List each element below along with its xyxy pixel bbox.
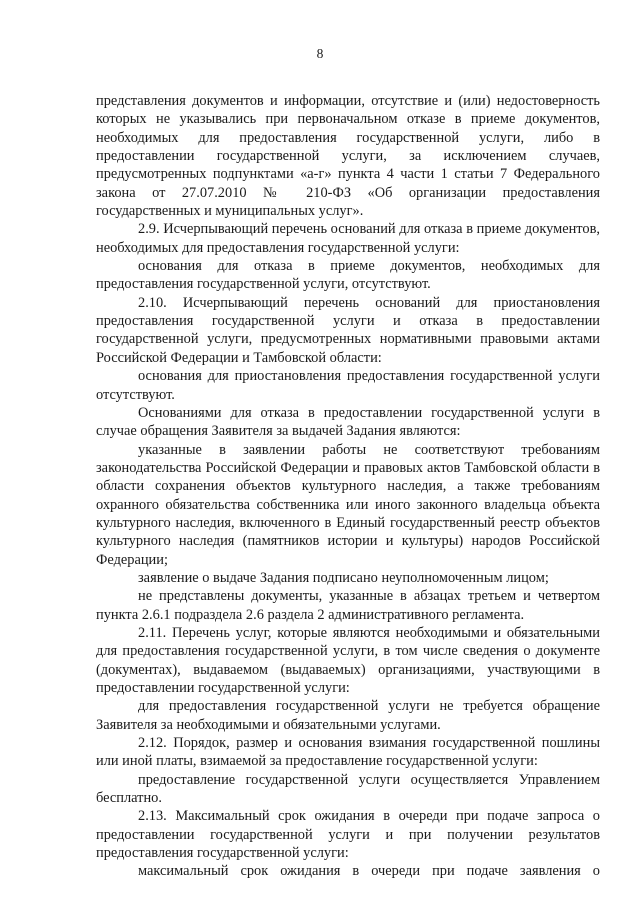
- paragraph-2-10-heading: 2.10. Исчерпывающий перечень оснований для приостановления предоставления государственной услуги и отказа в предоставлении государственной услуги, предусмотренных нормативными правовыми актами Российской Федерации и Тамбовской области:: [96, 294, 600, 366]
- paragraph-refusal-item-3: не представлены документы, указанные в абзацах третьем и четвертом пункта 2.6.1 подраздела 2.6 раздела 2 административного регламента.: [96, 588, 600, 623]
- paragraph-2-11-heading: 2.11. Перечень услуг, которые являются необходимыми и обязательными для предоставления государственной услуги, в том числе сведения о документе (документах), выдаваемом (выдаваемых) организациями, участвующими в предоставлении государственной услуги:: [96, 624, 600, 696]
- paragraph-2-9-heading: 2.9. Исчерпывающий перечень оснований для отказа в приеме документов, необходимых для предоставления государственной услуги:: [96, 221, 600, 256]
- paragraph-2-12-heading: 2.12. Порядок, размер и основания взимания государственной пошлины или иной платы, взимаемой за предоставление государственной услуги:: [96, 735, 600, 770]
- paragraph-refusal-grounds: Основаниями для отказа в предоставлении государственной услуги в случае обращения Заявителя за выдачей Задания являются:: [96, 404, 600, 440]
- paragraph-continuation: представления документов и информации, отсутствие и (или) недостоверность которых не указывались при первоначальном отказе в приеме документов, необходимых для предоставления государственной услуги, либо в предоставлении государственной услуги, за исключением случаев, предусмотренных подпунктами «а-г» пункта 4 части 1 статьи 7 Федерального закона от 27.07.2010 № 210-ФЗ «Об организации предоставления государственных и муниципальных услуг».: [96, 93, 600, 220]
- paragraph-2-13-text: максимальный срок ожидания в очереди при подаче заявления о: [138, 863, 600, 880]
- page-number: 8: [316, 46, 324, 61]
- paragraph-2-13-heading: 2.13. Максимальный срок ожидания в очереди при подаче запроса о предоставлении государственной услуги и при получении результатов предоставления государственной услуги:: [96, 808, 600, 862]
- paragraph-refusal-item-1: указанные в заявлении работы не соответствуют требованиям законодательства Российской Федерации и правовых актов Тамбовской области в области сохранения объектов культурного наследия, а также требованиям охранного обязательства собственника или иного законного владельца объекта культурного наследия, включенного в Единый государственный реестр объектов культурного наследия (памятников истории и культуры) народов Российской Федерации;: [96, 441, 600, 568]
- paragraph-2-9-text: основания для отказа в приеме документов, необходимых для предоставления государственной услуги, отсутствуют.: [96, 258, 600, 293]
- paragraph-2-10-text: основания для приостановления предоставления государственной услуги отсутствуют.: [96, 368, 600, 403]
- paragraph-2-12-text: предоставление государственной услуги осуществляется Управлением бесплатно.: [96, 771, 600, 807]
- paragraph-2-11-text: для предоставления государственной услуги не требуется обращение Заявителя за необходимыми и обязательными услугами.: [96, 698, 600, 733]
- document-body: [96, 92, 600, 881]
- paragraph-refusal-item-2: заявление о выдаче Задания подписано неуполномоченным лицом;: [138, 569, 549, 586]
